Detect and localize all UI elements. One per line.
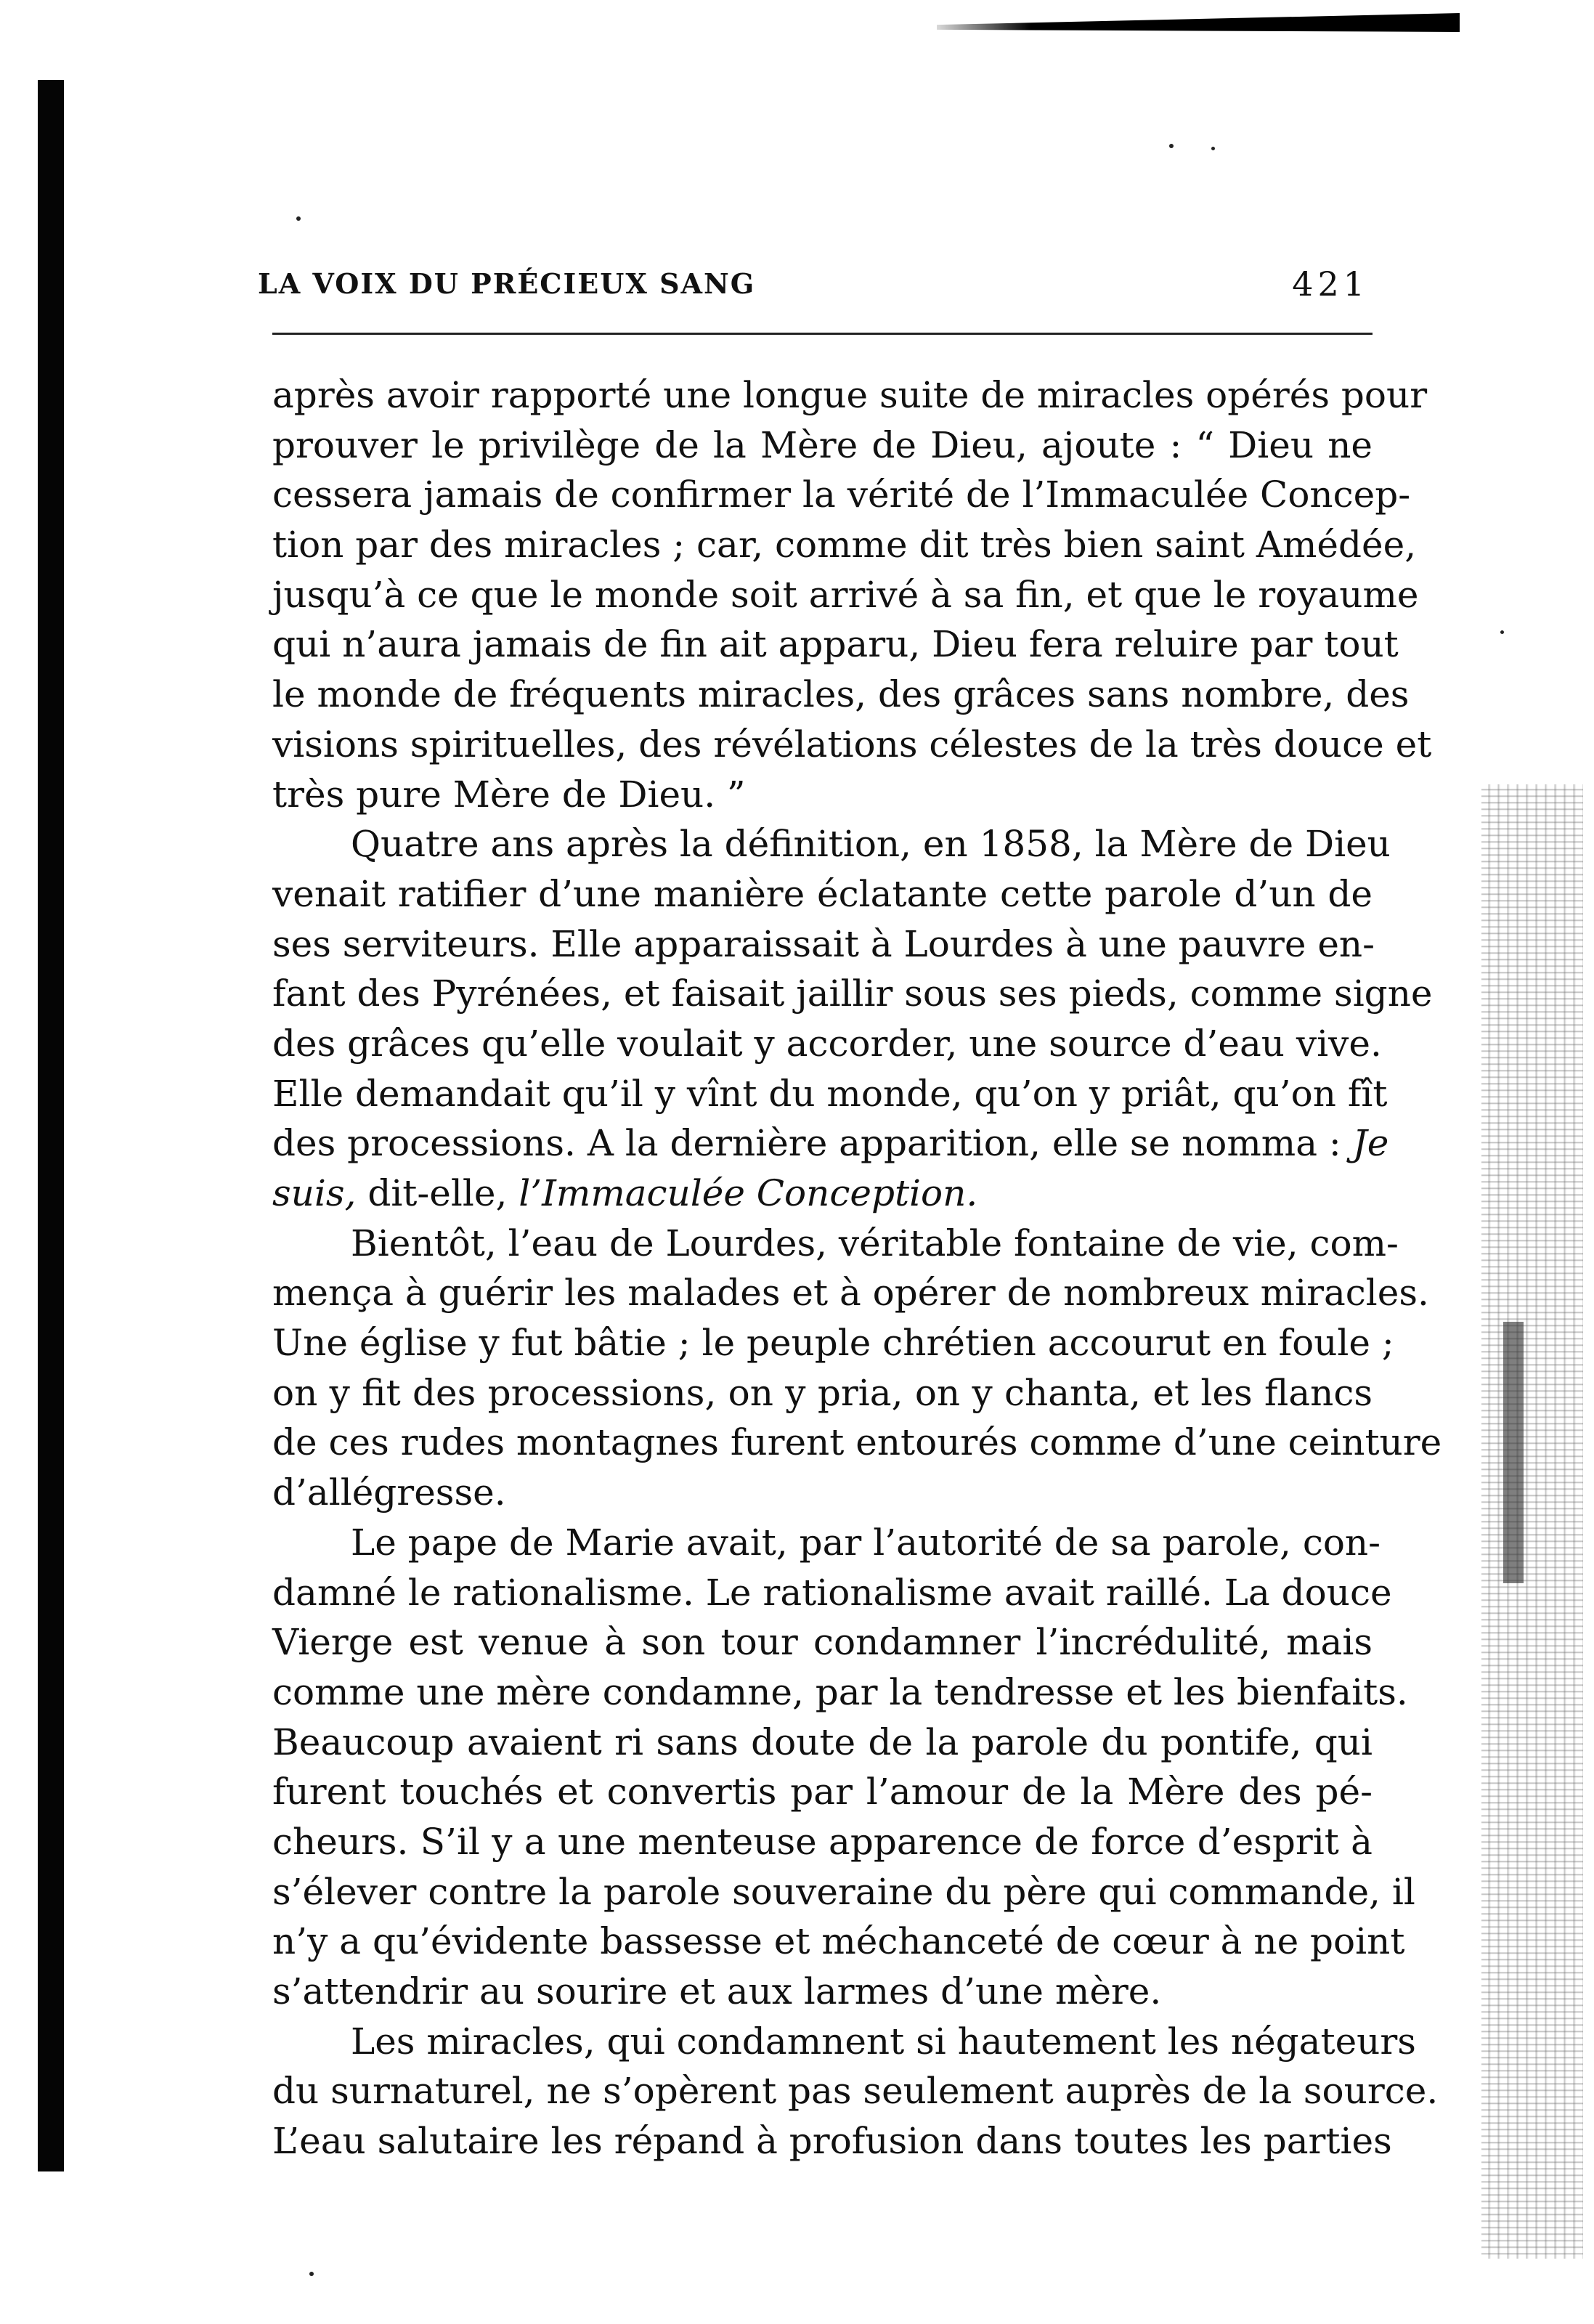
text-line: après avoir rapporté une longue suite de miracles opérés pour xyxy=(272,374,1428,416)
text-segment: des processions. A la dernière apparition, elle se nomma : xyxy=(272,1122,1341,1165)
speck xyxy=(1211,147,1215,150)
text-line: Bientôt, l’eau de Lourdes, véritable fontaine de vie, com- xyxy=(351,1222,1399,1264)
text-line: s’attendrir au sourire et aux larmes d’une mère. xyxy=(272,1970,1162,2012)
speck xyxy=(309,2272,314,2276)
text-line: on y fit des processions, on y pria, on y chanta, et les flancs xyxy=(272,1371,1373,1414)
text-line: des grâces qu’elle voulait y accorder, une source d’eau vive. xyxy=(272,1022,1382,1065)
text-line: Vierge est venue à son tour condamner l’incrédulité, mais xyxy=(272,1621,1373,1664)
running-header xyxy=(258,261,1369,312)
text-line: cessera jamais de confirmer la vérité de l’Immaculée Concep- xyxy=(272,474,1411,516)
speck xyxy=(296,216,301,221)
text-line: ses serviteurs. Elle apparaissait à Lourdes à une pauvre en- xyxy=(272,922,1375,965)
text-line xyxy=(272,1169,1373,1219)
scan-page-edge xyxy=(1481,784,1583,2259)
text-line: de ces rudes montagnes furent entourés comme d’une ceinture xyxy=(272,1421,1442,1464)
text-line: le monde de fréquents miracles, des grâces sans nombre, des xyxy=(272,673,1410,716)
text-line: Quatre ans après la définition, en 1858, la Mère de Dieu xyxy=(351,823,1391,866)
text-line: Le pape de Marie avait, par l’autorité de sa parole, con- xyxy=(351,1521,1381,1564)
speck xyxy=(1169,144,1174,148)
top-rule xyxy=(937,13,1460,32)
text-line: n’y a qu’évidente bassesse et méchanceté de cœur à ne point xyxy=(272,1920,1405,1963)
page-body xyxy=(272,370,1442,2166)
italic-segment: Je xyxy=(1352,1122,1389,1165)
text-line xyxy=(272,1118,1389,1169)
scan-binding-shadow xyxy=(38,80,64,2171)
text-line: comme une mère condamne, par la tendresse et les bienfaits. xyxy=(272,1670,1408,1713)
text-line: Elle demandait qu’il y vînt du monde, qu’on y priât, qu’on fît xyxy=(272,1072,1388,1115)
text-line: furent touchés et convertis par l’amour de la Mère des pé- xyxy=(272,1771,1373,1813)
running-title: LA VOIX DU PRÉCIEUX SANG xyxy=(258,267,756,300)
text-line: du surnaturel, ne s’opèrent pas seulement auprès de la source. xyxy=(272,2070,1439,2113)
text-segment: dit-elle, xyxy=(367,1172,508,1214)
text-line: qui n’aura jamais de fin ait apparu, Dieu fera reluire par tout xyxy=(272,623,1399,666)
page-number: 421 xyxy=(1292,264,1369,304)
text-line: très pure Mère de Dieu. ” xyxy=(272,773,746,816)
text-line: Les miracles, qui condamnent si hautement les négateurs xyxy=(351,2020,1416,2063)
header-rule xyxy=(272,333,1373,335)
text-line: s’élever contre la parole souveraine du père qui commande, il xyxy=(272,1870,1415,1913)
speck xyxy=(1500,630,1504,634)
text-line: Beaucoup avaient ri sans doute de la parole du pontife, qui xyxy=(272,1720,1373,1763)
italic-segment: suis, xyxy=(272,1172,357,1214)
italic-segment: l’Immaculée Conception. xyxy=(519,1172,978,1214)
text-line: L’eau salutaire les répand à profusion dans toutes les parties xyxy=(272,2120,1392,2163)
text-line: fant des Pyrénées, et faisait jaillir sous ses pieds, comme signe xyxy=(272,972,1433,1015)
text-line: cheurs. S’il y a une menteuse apparence de force d’esprit à xyxy=(272,1820,1373,1863)
text-line: mença à guérir les malades et à opérer de nombreux miracles. xyxy=(272,1272,1429,1315)
text-line: jusqu’à ce que le monde soit arrivé à sa fin, et que le royaume xyxy=(272,573,1419,616)
text-line: Une église y fut bâtie ; le peuple chrétien accourut en foule ; xyxy=(272,1322,1394,1365)
scan-page-edge-dark xyxy=(1503,1322,1524,1583)
text-line: d’allégresse. xyxy=(272,1471,506,1514)
text-line: prouver le privilège de la Mère de Dieu, ajoute : “ Dieu ne xyxy=(272,423,1373,466)
text-line: tion par des miracles ; car, comme dit très bien saint Amédée, xyxy=(272,524,1417,566)
text-line: visions spirituelles, des révélations célestes de la très douce et xyxy=(272,723,1432,765)
text-line: venait ratifier d’une manière éclatante cette parole d’un de xyxy=(272,872,1373,915)
text-line: damné le rationalisme. Le rationalisme avait raillé. La douce xyxy=(272,1571,1392,1614)
